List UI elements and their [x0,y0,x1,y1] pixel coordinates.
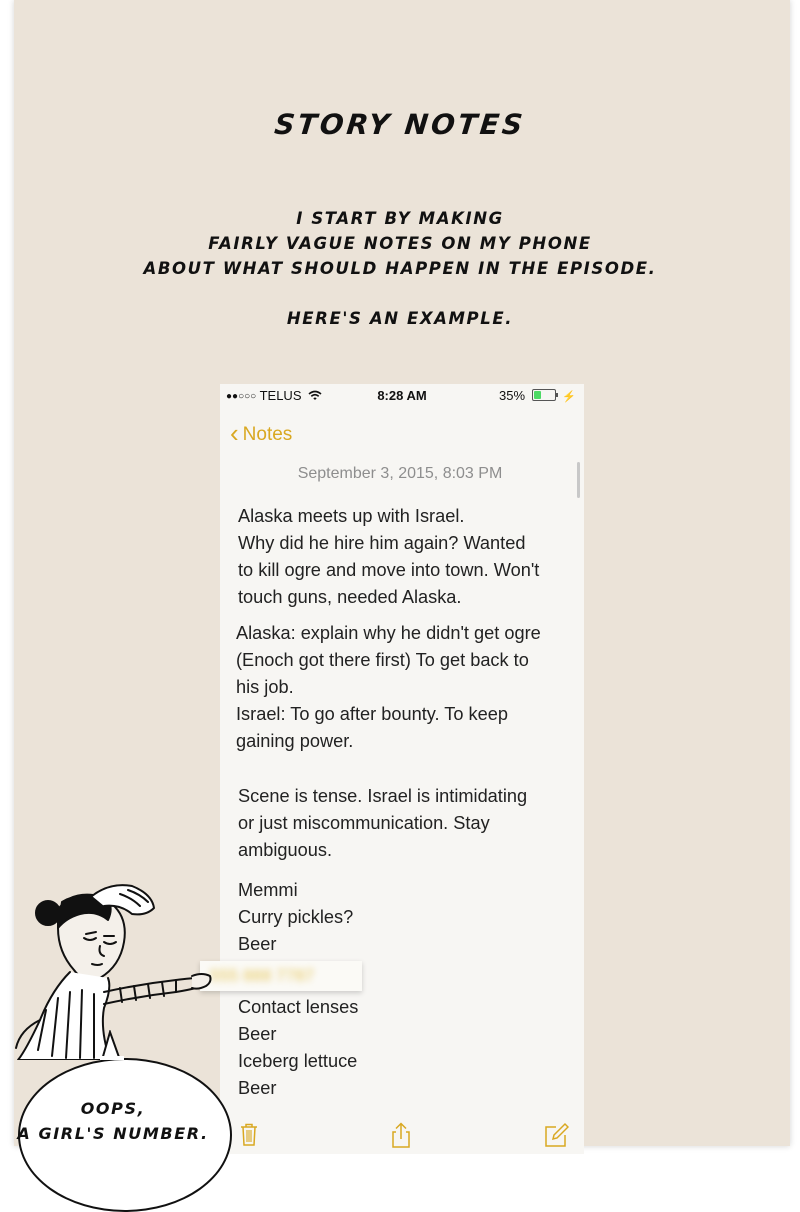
list-item: Memmi [238,880,298,900]
note-paragraph-1[interactable] [238,503,578,611]
battery-level [534,391,541,399]
chevron-left-icon: ‹ [230,418,239,448]
list-item: Contact lenses [238,997,359,1017]
list-item: Beer [238,934,277,954]
example-line: HERE'S AN EXAMPLE. [286,309,514,328]
charging-icon: ⚡ [562,391,576,403]
bubble-line: A GIRL'S NUMBER. [17,1124,209,1143]
note-line: Alaska: explain why he didn't get ogre [236,623,541,643]
note-line: Alaska meets up with Israel. [238,506,465,526]
bottom-toolbar [220,1122,584,1152]
note-line: Why did he hire him again? Wanted [238,533,526,553]
speech-bubble-tail [98,1030,128,1060]
trash-icon[interactable] [238,1122,260,1146]
status-bar [220,384,584,406]
list-item: Beer [238,1024,277,1044]
note-list-1[interactable] [238,877,578,958]
comic-title: STORY NOTES [272,108,528,141]
note-line: to kill ogre and move into town. Won't [238,560,540,580]
speech-bubble-text [0,1096,226,1146]
battery-icon [532,389,556,401]
note-line: Israel: To go after bounty. To keep [236,704,508,724]
note-paragraph-2[interactable] [236,620,576,755]
blurred-phone-number: 555 888 7787 [200,961,362,991]
bubble-line: OOPS, [80,1099,146,1118]
battery-percent: 35% [499,388,526,403]
note-line: Scene is tense. Israel is intimidating [238,786,528,806]
compose-icon[interactable] [543,1122,569,1148]
carrier-label: TELUS [259,388,302,403]
note-line: (Enoch got there first) To get back to [236,650,529,670]
note-date: September 3, 2015, 8:03 PM [297,465,503,482]
signal-strength: ●●○○○ [226,391,257,402]
note-line: touch guns, needed Alaska. [238,587,462,607]
list-item: Iceberg lettuce [238,1051,358,1071]
phone-screenshot [210,384,584,1154]
status-time: 8:28 AM [377,388,427,403]
back-button-label: Notes [242,424,293,445]
list-item: Beer [238,1078,277,1098]
intro-line: I START BY MAKING [296,209,504,228]
note-line: ambiguous. [238,840,333,860]
comic-intro-text [0,206,800,331]
list-item: Curry pickles? [238,907,354,927]
note-paragraph-3[interactable] [238,783,578,864]
intro-line: ABOUT WHAT SHOULD HAPPEN IN THE EPISODE. [143,259,657,278]
note-line: his job. [236,677,294,697]
back-to-notes-button[interactable] [230,418,292,449]
share-icon[interactable] [389,1122,413,1148]
note-line: or just miscommunication. Stay [238,813,490,833]
intro-line: FAIRLY VAGUE NOTES ON MY PHONE [208,234,592,253]
note-list-2[interactable] [238,994,578,1102]
note-line: gaining power. [236,731,354,751]
